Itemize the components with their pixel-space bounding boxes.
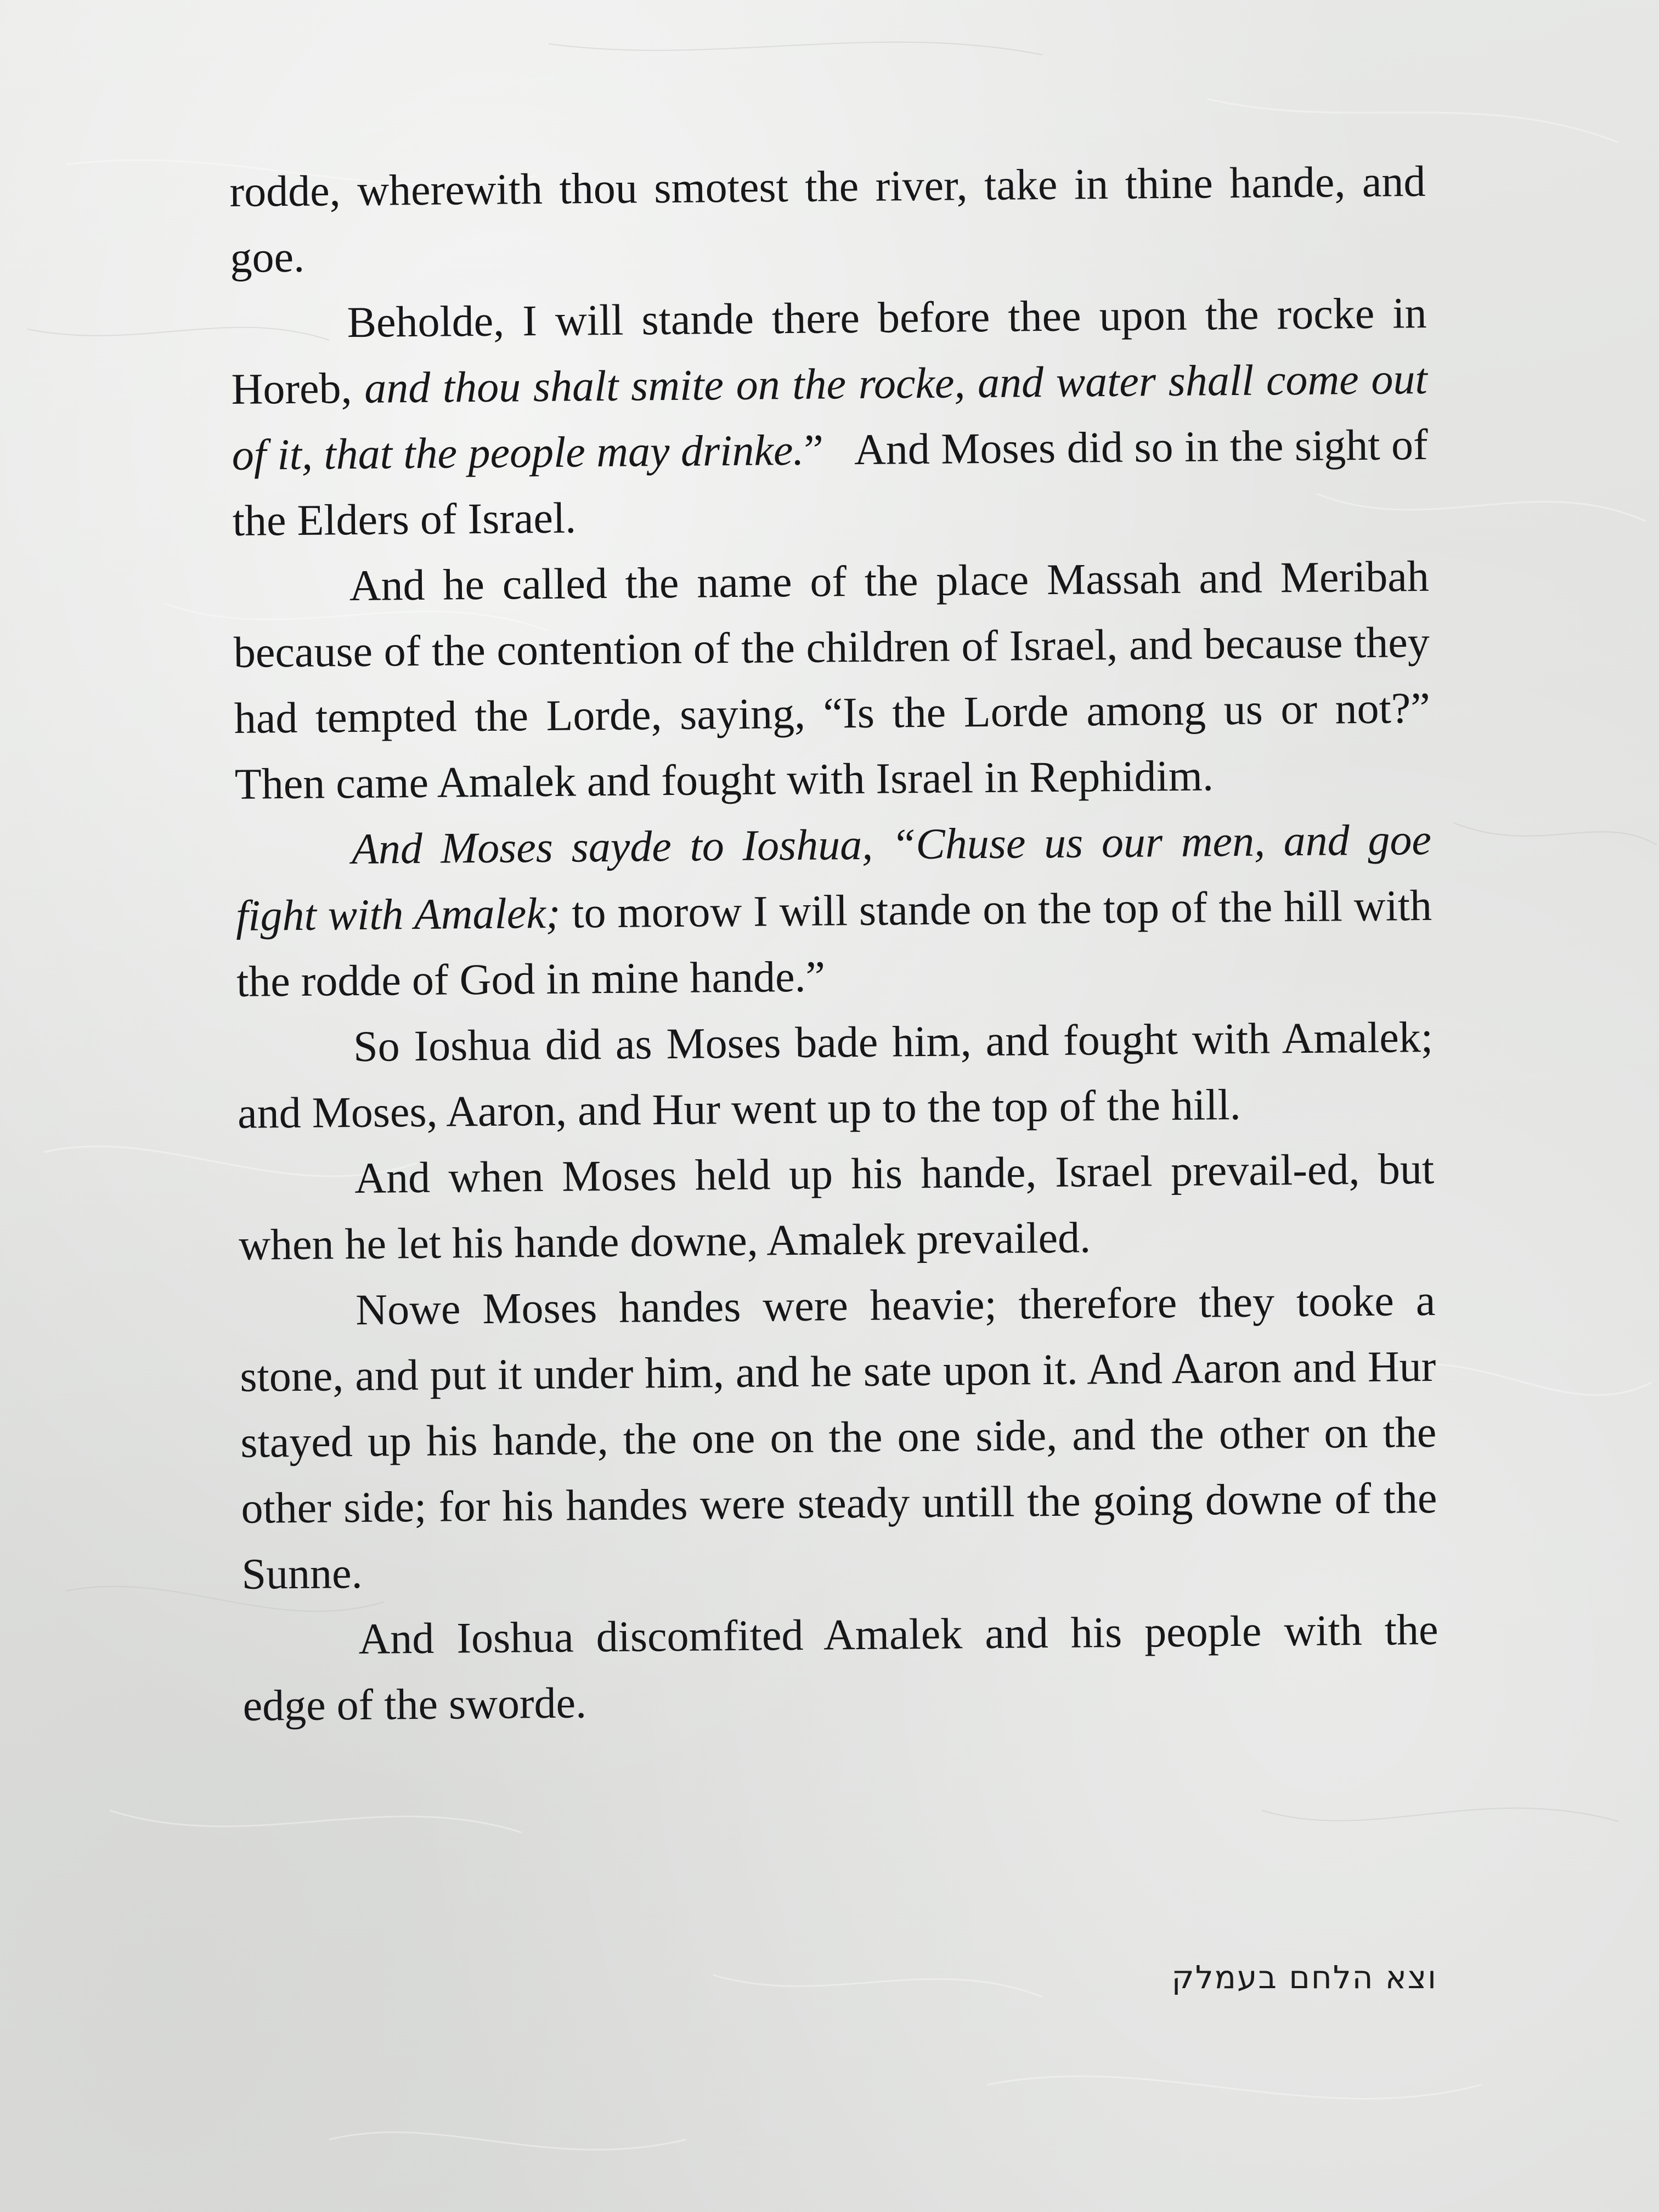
paragraph xyxy=(229,149,1426,291)
text-segment: ” And Moses did so in the sight of the Elders of Israel. xyxy=(232,420,1429,545)
body-text xyxy=(229,149,1439,1739)
italic-text-segment: And Moses sayde to Ioshua, “Chuse us our men, and goe fight with Amalek; xyxy=(235,815,1432,940)
paragraph xyxy=(242,1597,1439,1739)
text-segment: Beholde, I will stande there before thee upon the rocke in Horeb, xyxy=(231,289,1427,414)
text-segment: to morow I will stande on the top of the hill with the rodde of God in mine hande.” xyxy=(236,881,1432,1006)
text-segment: So Ioshua did as Moses bade him, and fought with Amalek; and Moses, Aaron, and Hur went up to the top of the hill. xyxy=(237,1013,1434,1138)
paragraph xyxy=(235,807,1432,1015)
paragraph xyxy=(239,1268,1438,1607)
text-segment: And when Moses held up his hande, Israel prevail-ed, but when he let his hande downe, Amalek prevailed. xyxy=(238,1144,1435,1269)
text-segment: And Ioshua discomfited Amalek and his people with the edge of the sworde. xyxy=(242,1605,1438,1730)
paragraph xyxy=(230,280,1429,554)
hebrew-caption: וצא הלחם בעמלק xyxy=(1171,1959,1437,1996)
text-segment: Nowe Moses handes were heavie; therefore they tooke a stone, and put it under him, and he sate upon it. And Aaron and Hur stayed up his hande, the one on the one side, and the other on the other side; for his handes were steady untill the going downe of the Sunne. xyxy=(239,1276,1437,1599)
paragraph xyxy=(238,1136,1435,1278)
italic-text-segment: and thou shalt smite on the rocke, and water shall come out of it, that the people may drinke. xyxy=(232,354,1427,479)
text-segment: rodde, wherewith thou smotest the river, take in thine hande, and goe. xyxy=(229,157,1426,282)
paragraph xyxy=(233,544,1431,817)
text-segment: And he called the name of the place Massah and Meribah because of the contention of the children of Israel, and because they had tempted the Lorde, saying, “Is the Lorde among us or not?” Then came Amalek and fought with Israel in Rephidim. xyxy=(233,552,1431,809)
paragraph xyxy=(237,1005,1434,1147)
